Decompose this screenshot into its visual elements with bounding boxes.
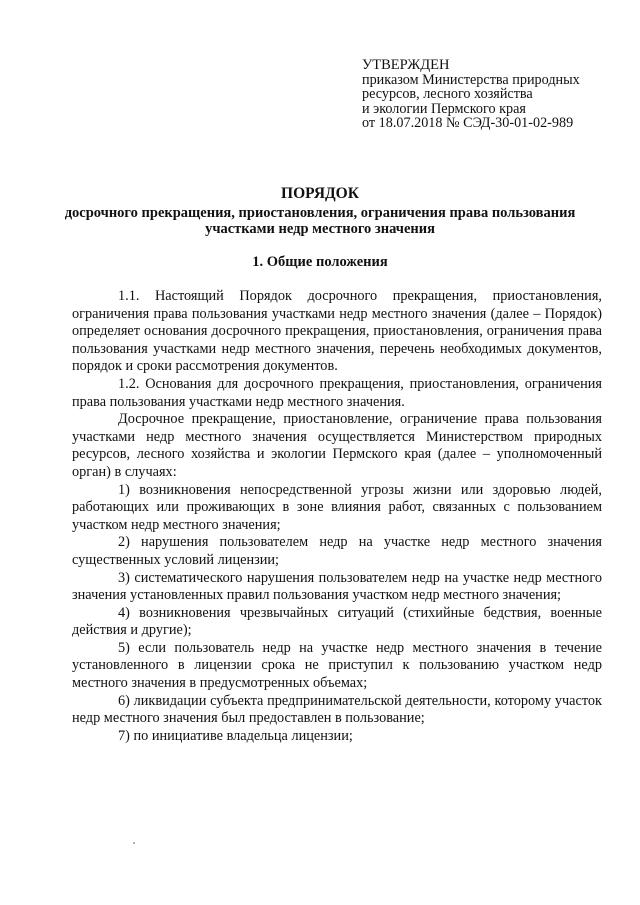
list-item: 7) по инициативе владельца лицензии; xyxy=(118,727,353,744)
approval-line: ресурсов, лесного хозяйства xyxy=(362,86,533,102)
approval-heading: УТВЕРЖДЕН xyxy=(362,57,450,73)
approval-stamp xyxy=(362,58,580,131)
list-item: 1) возникновения непосредственной угрозы жизни или здоровью людей, работающих или проживающих в зоне влияния работ, связанных с пользованием участком недр местного значения; xyxy=(72,481,602,533)
list-item: 3) систематического нарушения пользователем недр на участке недр местного значения установленных правил пользования участком недр местного значения; xyxy=(72,569,602,604)
paragraph: 1.1. Настоящий Порядок досрочного прекращения, приостановления, ограничения права пользования участками недр местного значения (далее – Порядок) определяет основания досрочного прекращения, приостановления, ограничения права пользования участками недр местного значения, перечень необходимых документов, порядок и сроки рассмотрения документов. xyxy=(72,288,602,375)
approval-date: от 18.07.2018 № СЭД-30-01-02-989 xyxy=(362,115,574,131)
section-heading: 1. Общие положения xyxy=(252,254,388,270)
list-item: 4) возникновения чрезвычайных ситуаций (стихийные бедствия, военные действия и другие); xyxy=(72,604,602,639)
paragraph: 1.2. Основания для досрочного прекращения, приостановления, ограничения права пользования участками недр местного значения. xyxy=(72,375,602,410)
document-body xyxy=(72,288,602,745)
list-item: 6) ликвидации субъекта предпринимательской деятельности, которому участок недр местного значения был предоставлен в пользование; xyxy=(72,692,602,727)
subtitle-line: участками недр местного значения xyxy=(205,221,435,237)
approval-line: и экологии Пермского края xyxy=(362,100,526,117)
scan-speck xyxy=(133,842,135,844)
list-item: 5) если пользователь недр на участке недр местного значения в течение установленного в лицензии срока не приступил к пользованию участком недр местного значения в предусмотренных объемах; xyxy=(72,639,602,692)
document-title: ПОРЯДОК xyxy=(281,185,359,202)
paragraph: Досрочное прекращение, приостановление, ограничение права пользования участками недр местного значения осуществляется Министерством природных ресурсов, лесного хозяйства и экологии Пермского края (далее – уполномоченный орган) в случаях: xyxy=(72,411,602,480)
subtitle-line: досрочного прекращения, приостановления, ограничения права пользования xyxy=(64,205,576,221)
list-item: 2) нарушения пользователем недр на участке недр местного значения существенных условий лицензии; xyxy=(72,534,602,568)
approval-line: приказом Министерства природных xyxy=(362,71,580,88)
document-subtitle xyxy=(0,205,640,237)
